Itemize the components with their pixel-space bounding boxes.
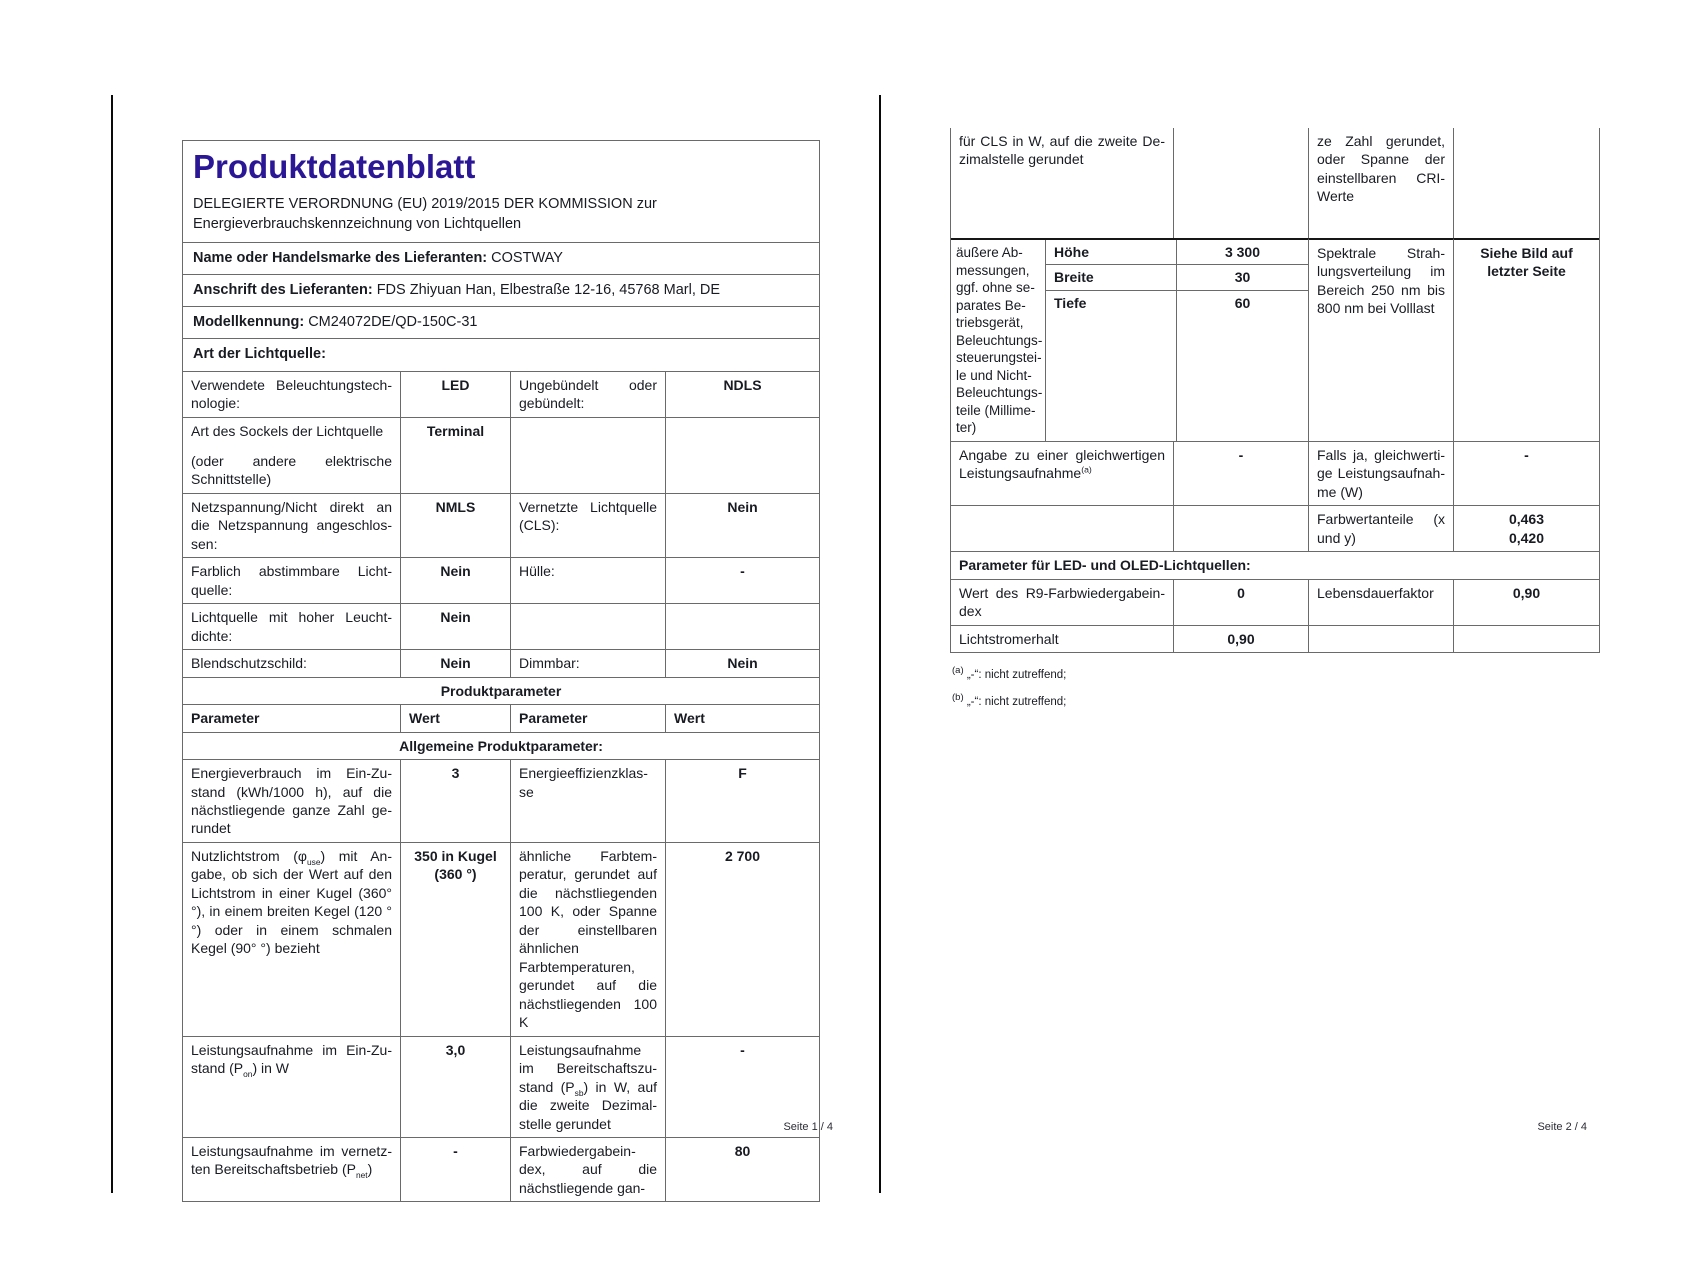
light-source-type-header: Art der Lichtquelle: (183, 339, 819, 371)
doc-title: Produktdatenblatt (193, 148, 476, 185)
value-cell: 350 in Kugel (360 °) (401, 843, 511, 1037)
chroma-y-value: 0,420 (1508, 529, 1545, 546)
supplier-label: Name oder Handelsmarke des Lieferanten: (193, 250, 488, 267)
model-value: CM24072DE/QD-150C-31 (308, 314, 478, 331)
param-cell: Wert des R9-Farbwiedergabeindex (951, 580, 1174, 626)
subscript: net (355, 1170, 368, 1181)
footnote-b (950, 692, 1600, 710)
empty-cell (666, 604, 819, 650)
section-header-led-oled: Parameter für LED- und OLED-Lichtquellen: (951, 552, 1599, 579)
param-cell (511, 1037, 666, 1138)
value-cell: Siehe Bild auf letzter Seite (1454, 238, 1599, 442)
param-cell: Lebensdauerfaktor (1309, 580, 1454, 626)
datasheet-table-page2 (950, 128, 1600, 653)
value-cell: - (401, 1138, 511, 1202)
value-cell: - (666, 558, 819, 604)
param-line: (oder andere elektrische Schnittstelle) (191, 452, 392, 488)
value-cell: Nein (666, 650, 819, 677)
page-edge-line-left (111, 95, 113, 1193)
page-number-1: Seite 1 / 4 (783, 1121, 833, 1133)
param-cell: ze Zahl gerundet, oder Spanne der einstellbaren CRI-Werte (1309, 128, 1454, 238)
dim-label: Tiefe (1046, 291, 1177, 441)
empty-cell (1174, 128, 1309, 238)
param-cell (183, 1138, 401, 1202)
footnote-marker: (b) (952, 692, 964, 704)
parameters-grid-cont (951, 128, 1599, 653)
param-cell (183, 1037, 401, 1138)
footnote-a (950, 665, 1600, 683)
param-cell (951, 442, 1174, 506)
model-row (183, 307, 819, 339)
param-cell: Lichtquelle mit hoher Leuchtdichte: (183, 604, 401, 650)
param-cell: Farbwertanteile (x und y) (1309, 506, 1454, 552)
dim-value: 3 300 (1177, 240, 1308, 265)
value-cell: - (1174, 442, 1309, 506)
param-text: ) in W, auf die zweite Dezimalstelle gerundet (519, 1078, 657, 1132)
value-cell: - (1454, 442, 1599, 506)
param-cell: Netzspannung/Nicht direkt an die Netzspannung angeschlossen: (183, 494, 401, 558)
column-header: Parameter (511, 705, 666, 732)
empty-cell (1454, 128, 1599, 238)
parameters-grid (183, 372, 819, 1203)
page-number-2: Seite 2 / 4 (1537, 1121, 1587, 1133)
page-2 (950, 128, 1600, 710)
supplier-value: COSTWAY (491, 250, 563, 267)
dim-value: 60 (1234, 294, 1251, 311)
value-cell: 3 (401, 760, 511, 843)
column-header: Parameter (183, 705, 401, 732)
param-text: Leistungsaufnahme im vernetzten Bereitschaftsbetrieb (P (191, 1142, 392, 1178)
param-text: Angabe zu einer gleichwertigen Leistungsaufnahme (959, 447, 1165, 482)
param-text: ) mit Angabe, ob sich der Wert auf den Lichtstrom in einer Kugel (360° °), in einem breiten Kegel (120 °°) oder in einem schmalen Kegel (90° °) bezieht (191, 847, 392, 957)
regulation-line-1: DELEGIERTE VERORDNUNG (EU) 2019/2015 DER KOMMISSION zur (193, 195, 657, 212)
value-cell: LED (401, 372, 511, 418)
page-edge-line-right (879, 95, 881, 1193)
footnote-text: „-“: nicht zutreffend; (966, 669, 1067, 682)
dimensions-cell (951, 238, 1309, 442)
chroma-x-value: 0,463 (1508, 511, 1545, 528)
footnote-text: „-“: nicht zutreffend; (966, 696, 1067, 709)
param-cell: ähnliche Farbtemperatur, gerundet auf die nächstliegenden 100 K, oder Spanne der einstellbaren ähnlichen Farbtemperaturen, gerundet auf die nächstliegenden 100 K (511, 843, 666, 1037)
subscript: on (243, 1068, 253, 1079)
dim-label: Breite (1046, 265, 1177, 290)
value-cell: Nein (666, 494, 819, 558)
param-cell: Ungebündelt oder gebündelt: (511, 372, 666, 418)
datasheet-table-page1 (182, 140, 820, 1202)
subscript: use (307, 856, 321, 867)
param-cell: Vernetzte Lichtquelle (CLS): (511, 494, 666, 558)
param-cell: Lichtstromerhalt (951, 626, 1174, 653)
value-cell: NDLS (666, 372, 819, 418)
value-cell: 80 (666, 1138, 819, 1202)
value-cell: Terminal (401, 418, 511, 494)
subscript: sb (574, 1087, 584, 1098)
param-line: Art des Sockels der Lichtquelle (191, 422, 384, 439)
dim-value: 30 (1177, 265, 1308, 290)
param-cell: Farbwiedergabeindex, auf die nächstliegende gan- (511, 1138, 666, 1202)
value-cell: - (666, 1037, 819, 1138)
param-cell (183, 418, 401, 494)
empty-cell (1174, 506, 1309, 552)
value-cell: 0 (1174, 580, 1309, 626)
param-text: Leistungsaufnahme im Ein-Zustand (P (191, 1041, 392, 1077)
param-cell: äußere Abmessungen, ggf. ohne separates Betriebsgerät, Beleuchtungssteuerungsteile und Nicht-Beleuchtungsteile (Millimeter) (951, 240, 1046, 441)
value-cell: F (666, 760, 819, 843)
title-block (183, 141, 819, 243)
value-cell: 0,90 (1454, 580, 1599, 626)
regulation-line-2: Energieverbrauchskennzeichnung von Lichtquellen (193, 215, 522, 232)
footnote-marker: (a) (952, 665, 964, 677)
model-label: Modellkennung: (193, 314, 305, 331)
supplier-row (183, 243, 819, 275)
section-header-allgemeine: Allgemeine Produktparameter: (183, 733, 819, 760)
value-cell: Nein (401, 604, 511, 650)
param-text: Leistungsaufnahme im Bereitschaftszustand (P (519, 1041, 657, 1095)
empty-cell (1309, 626, 1454, 653)
param-cell: Energieverbrauch im Ein-Zustand (kWh/1000 h), auf die nächstliegende ganze Zahl gerundet (183, 760, 401, 843)
address-label: Anschrift des Lieferanten: (193, 282, 373, 299)
value-cell: NMLS (401, 494, 511, 558)
superscript: (a) (1081, 464, 1092, 475)
value-cell: 3,0 (401, 1037, 511, 1138)
address-row (183, 275, 819, 307)
dim-label: Höhe (1046, 240, 1177, 265)
page-1 (182, 140, 820, 1202)
param-cell: Spektrale Strahlungsverteilung im Bereich 250 nm bis 800 nm bei Volllast (1309, 238, 1454, 442)
param-text: Nutzlichtstrom (φ (191, 847, 307, 864)
param-text: ) in W (252, 1060, 290, 1077)
param-text: ) (367, 1161, 373, 1178)
value-cell: Nein (401, 650, 511, 677)
value-cell (1454, 506, 1599, 552)
param-cell: Falls ja, gleichwertige Leistungsaufnahme (W) (1309, 442, 1454, 506)
empty-cell (511, 604, 666, 650)
param-cell: Dimmbar: (511, 650, 666, 677)
value-cell: Nein (401, 558, 511, 604)
value-cell: 2 700 (666, 843, 819, 1037)
param-cell (183, 843, 401, 1037)
param-cell: für CLS in W, auf die zweite Dezimalstelle gerundet (951, 128, 1174, 238)
column-header: Wert (666, 705, 819, 732)
empty-cell (1454, 626, 1599, 653)
column-header: Wert (401, 705, 511, 732)
empty-cell (666, 418, 819, 494)
section-header-produktparameter: Produktparameter (183, 678, 819, 705)
param-cell: Farblich abstimmbare Lichtquelle: (183, 558, 401, 604)
param-cell: Energieeffizienzklasse (511, 760, 666, 843)
empty-cell (951, 506, 1174, 552)
param-cell: Blendschutzschild: (183, 650, 401, 677)
value-cell: 0,90 (1174, 626, 1309, 653)
address-value: FDS Zhiyuan Han, Elbestraße 12-16, 45768 Marl, DE (376, 282, 721, 299)
param-cell: Hülle: (511, 558, 666, 604)
empty-cell (511, 418, 666, 494)
param-cell: Verwendete Beleuchtungstechnologie: (183, 372, 401, 418)
